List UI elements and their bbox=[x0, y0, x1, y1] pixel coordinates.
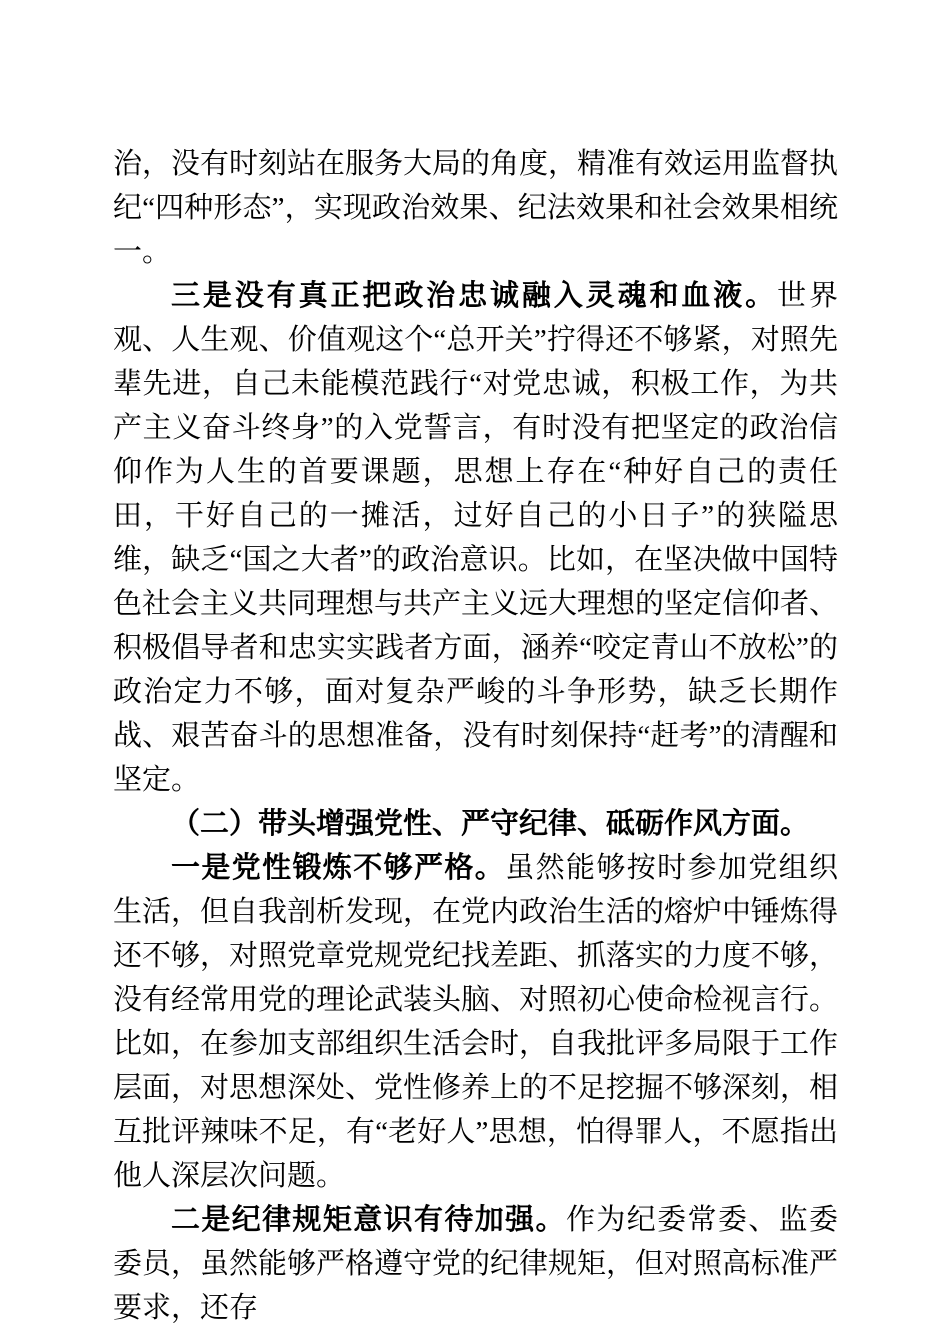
para-continuation-politics bbox=[113, 142, 838, 274]
text-run: 治，没有时刻站在服务大局的角度，精准有效运用监督执纪“四种形态”，实现政治效果、纪法效果和社会效果相统一。 bbox=[113, 148, 839, 268]
bold-text-run: 二是纪律规矩意识有待加强。 bbox=[171, 1204, 566, 1236]
text-run: 世界观、人生观、价值观这个“总开关”拧得还不够紧，对照先辈先进，自己未能模范践行“对党忠诚，积极工作，为共产主义奋斗终身”的入党誓言，有时没有把坚定的政治信仰作为人生的首要课题，思想上存在“种好自己的责任田，干好自己的一摊活，过好自己的小日子”的狭隘思维，缺乏“国之大者”的政治意识。比如，在坚决做中国特色社会主义共同理想与共产主义远大理想的坚定信仰者、积极倡导者和忠实实践者方面，涵养“咬定青山不放松”的政治定力不够，面对复杂严峻的斗争形势，缺乏长期作战、艰苦奋斗的思想准备，没有时刻保持“赶考”的清醒和坚定。 bbox=[113, 280, 839, 796]
text-run: 虽然能够按时参加党组织生活，但自我剖析发现，在党内政治生活的熔炉中锤炼得还不够，对照党章党规党纪找差距、抓落实的力度不够，没有经常用党的理论武装头脑、对照初心使命检视言行。比如，在参加支部组织生活会时，自我批评多局限于工作层面，对思想深处、党性修养上的不足挖掘不够深刻，相互批评辣味不足，有“老好人”思想，怕得罪人，不愿指出他人深层次问题。 bbox=[113, 852, 839, 1192]
bold-text-run: 三是没有真正把政治忠诚融入灵魂和血液。 bbox=[171, 280, 778, 312]
document-text-block bbox=[113, 142, 838, 1330]
text-run: 作为纪委常委、监委委员，虽然能够严格遵守党的纪律规矩，但对照高标准严要求，还存 bbox=[113, 1204, 839, 1324]
bold-text-run: （二）带头增强党性、严守纪律、砥砺作风方面。 bbox=[171, 808, 810, 840]
bold-text-run: 一是党性锻炼不够严格。 bbox=[171, 852, 506, 884]
para-point-three-loyalty bbox=[113, 274, 838, 802]
heading-section-two bbox=[113, 802, 838, 846]
para-point-one-party-spirit bbox=[113, 846, 838, 1198]
para-point-two-discipline bbox=[113, 1198, 838, 1330]
